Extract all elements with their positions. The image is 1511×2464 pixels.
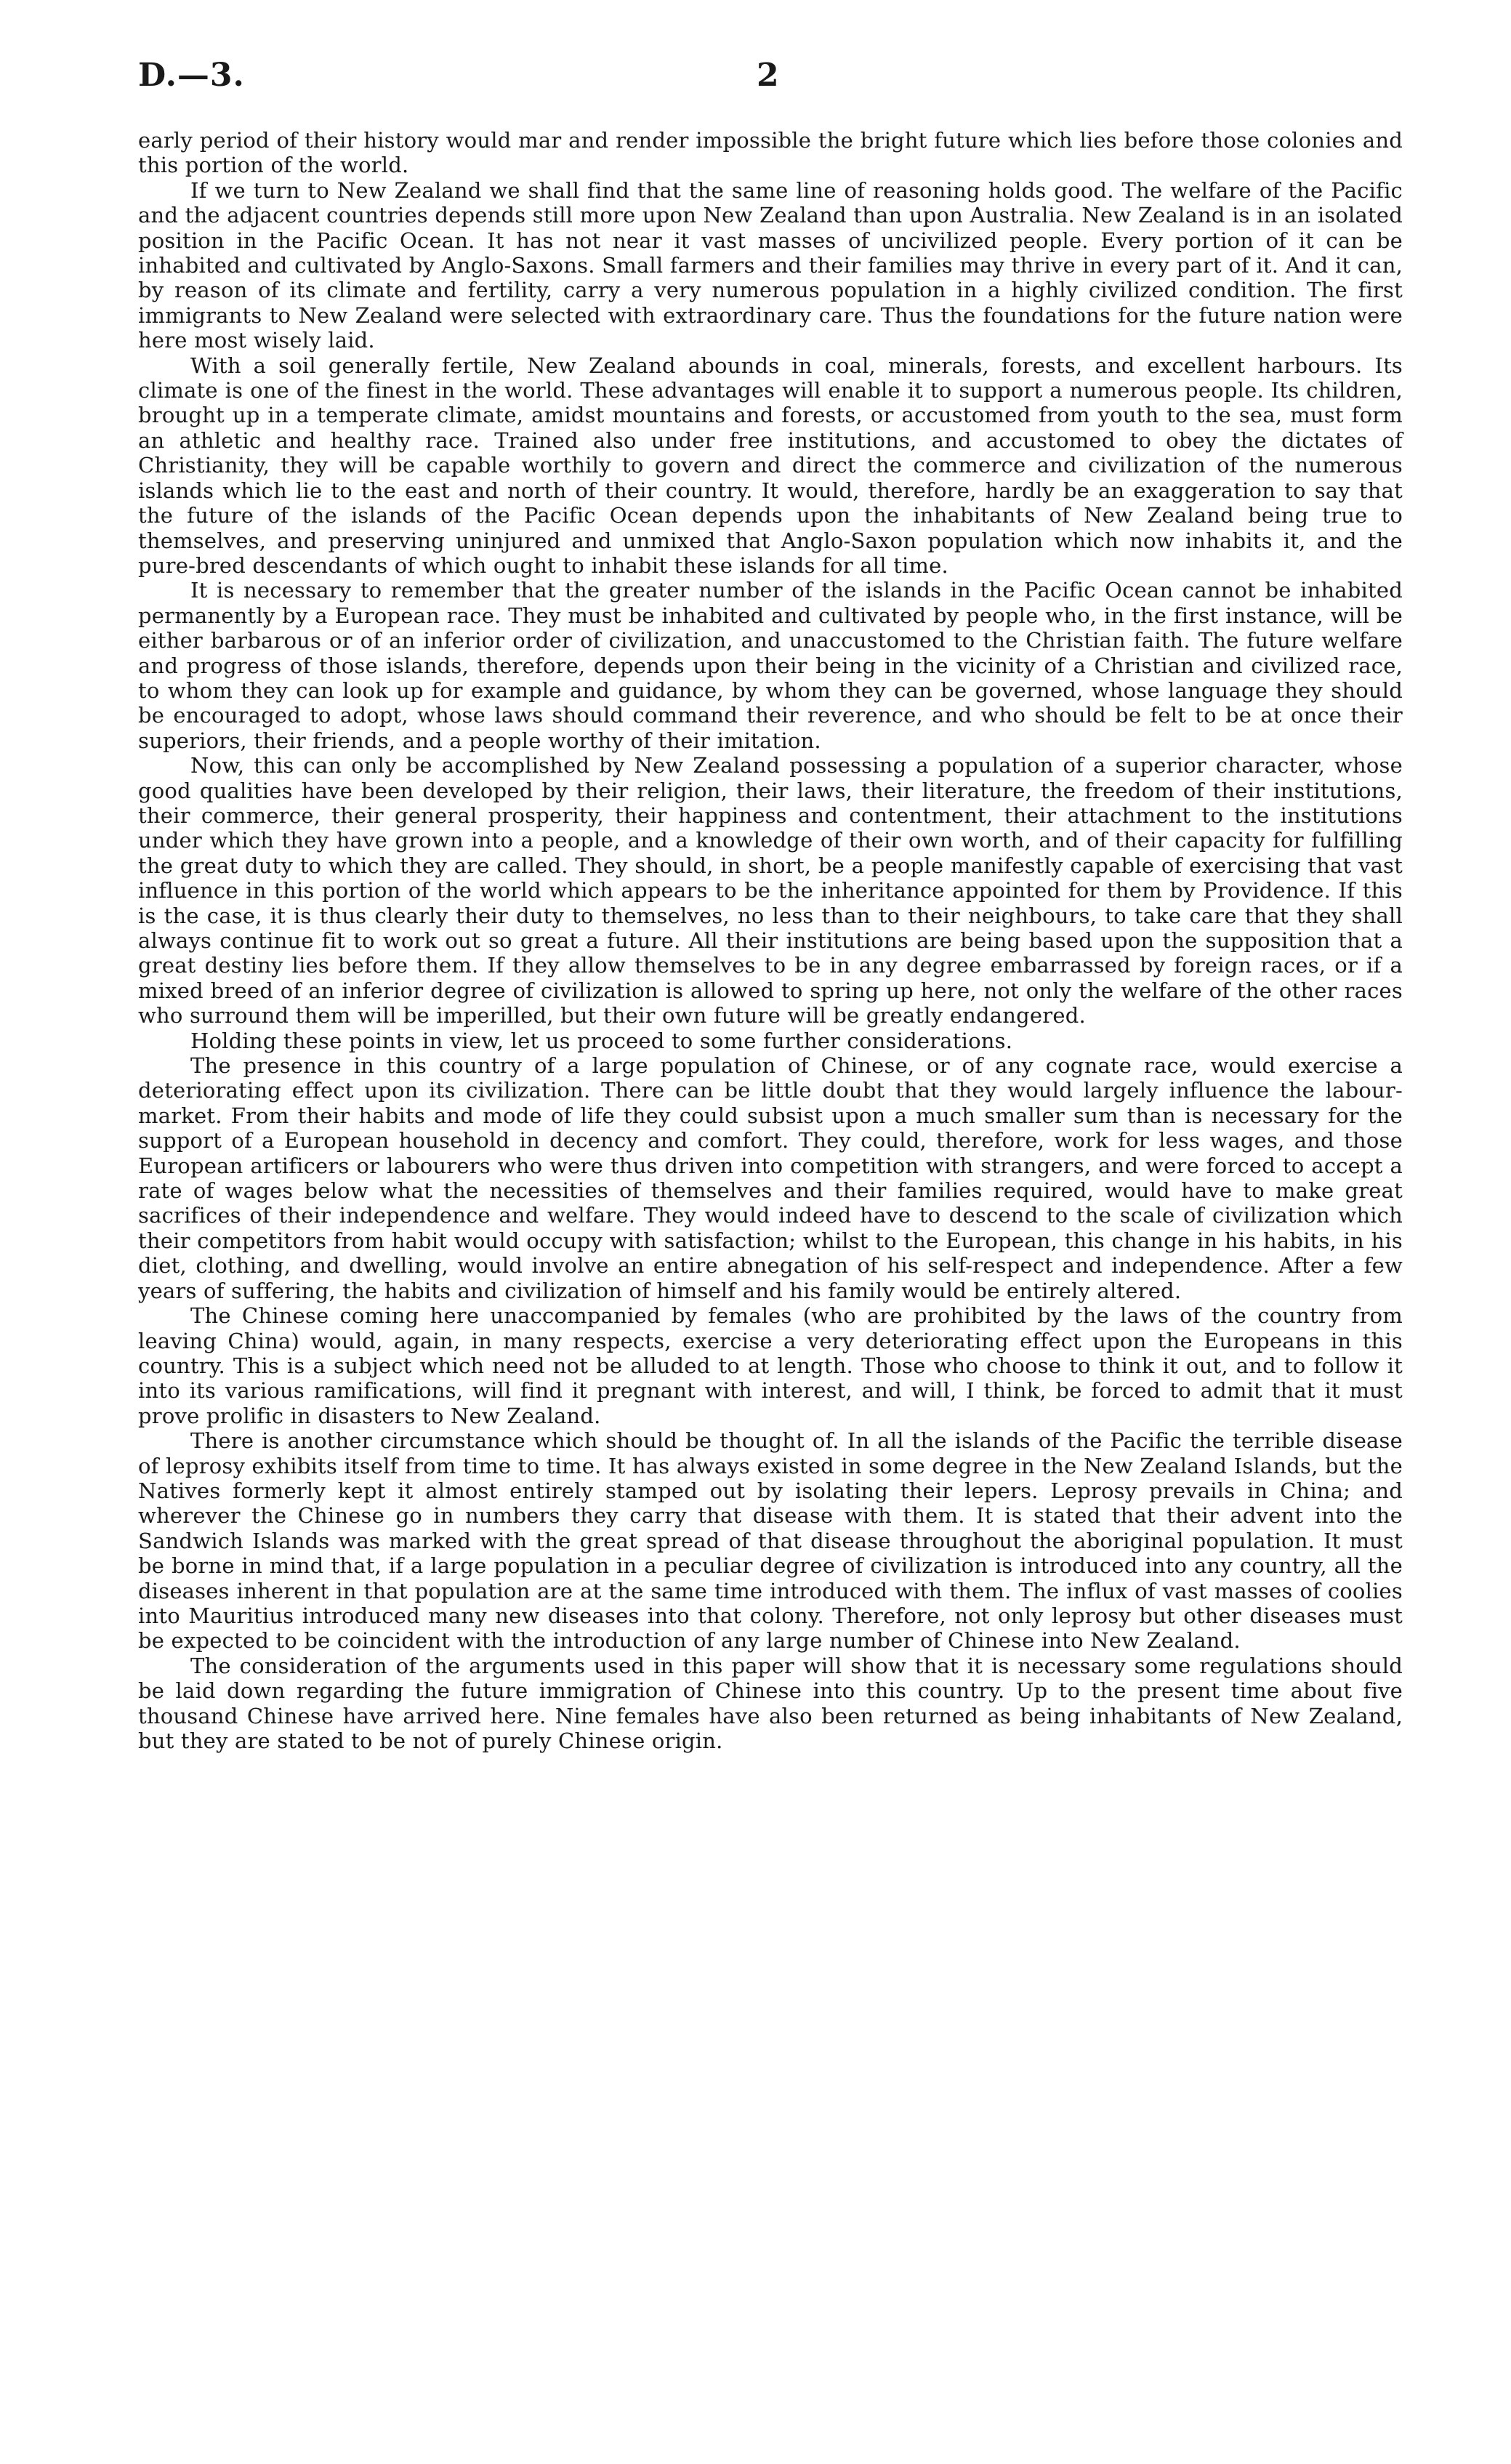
document-reference: D.—3. — [138, 57, 245, 94]
paragraph-continued: early period of their history would mar and render impossible the bright future which lies before those colonies and this portion of the world. — [138, 128, 1403, 178]
paragraph-unaccompanied-females: The Chinese coming here unaccompanied by females (who are prohibited by the laws of the country from leaving China) would, again, in many respects, exercise a very deteriorating effect upon the Europeans in this country. This is a subject which need not be alluded to at length. Those who choose to think it out, and to follow it into its various ramifications, will find it pregnant with interest, and will, I think, be forced to admit that it must prove prolific in disasters to New Zealand. — [138, 1303, 1403, 1428]
paragraph-pacific-islands: It is necessary to remember that the greater number of the islands in the Pacific Ocean cannot be inhabited permanently by a European race. They must be inhabited and cultivated by people who, in the first instance, will be either barbarous or of an inferior order of civilization, and unaccustomed to the Christian faith. The future welfare and progress of those islands, therefore, depends upon their being in the vicinity of a Christian and civilized race, to whom they can look up for example and guidance, by whom they can be governed, whose language they should be encouraged to adopt, whose laws should command their reverence, and who should be felt to be at once their superiors, their friends, and a people worthy of their imitation. — [138, 578, 1403, 753]
page-number: 2 — [757, 57, 779, 94]
body-text — [138, 128, 1403, 1753]
paragraph-holding-points: Holding these points in view, let us proceed to some further considerations. — [190, 1028, 1013, 1053]
paragraph-regulations: The consideration of the arguments used in this paper will show that it is necessary some regulations should be laid down regarding the future immigration of Chinese into this country. Up to the present time about five thousand Chinese have arrived here. Nine females have also been returned as being inhabitants of New Zealand, but they are stated to be not of purely Chinese origin. — [138, 1653, 1403, 1753]
paragraph-labour-market: The presence in this country of a large population of Chinese, or of any cognate race, would exercise a deteriorating effect upon its civilization. There can be little doubt that they would largely influence the labour-market. From their habits and mode of life they could subsist upon a much smaller sum than is necessary for the support of a European household in decency and comfort. They could, therefore, work for less wages, and those European artificers or labourers who were thus driven into competition with strangers, and were forced to accept a rate of wages below what the necessities of themselves and their families required, would have to make great sacrifices of their independence and welfare. They would indeed have to descend to the scale of civilization which their competitors from habit would occupy with satisfaction; whilst to the European, this change in his habits, in his diet, clothing, and dwelling, would involve an entire abnegation of his self-respect and independence. After a few years of suffering, the habits and civilization of himself and his family would be entirely altered. — [138, 1053, 1403, 1303]
paragraph-soil-and-climate: With a soil generally fertile, New Zealand abounds in coal, minerals, forests, and excellent harbours. Its climate is one of the finest in the world. These advantages will enable it to support a numerous people. Its children, brought up in a temperate climate, amidst mountains and forests, or accustomed from youth to the sea, must form an athletic and healthy race. Trained also under free institutions, and accustomed to obey the dictates of Christianity, they will be capable worthily to govern and direct the commerce and civilization of the numerous islands which lie to the east and north of their country. It would, therefore, hardly be an exaggeration to say that the future of the islands of the Pacific Ocean depends upon the inhabitants of New Zealand being true to themselves, and preserving uninjured and unmixed that Anglo-Saxon population which now inhabits it, and the pure-bred descendants of which ought to inhabit these islands for all time. — [138, 353, 1403, 578]
paragraph-leprosy: There is another circumstance which should be thought of. In all the islands of the Pacific the terrible disease of leprosy exhibits itself from time to time. It has always existed in some degree in the New Zealand Islands, but the Natives formerly kept it almost entirely stamped out by isolating their lepers. Leprosy prevails in China; and wherever the Chinese go in numbers they carry that disease with them. It is stated that their advent into the Sandwich Islands was marked with the great spread of that disease throughout the aboriginal population. It must be borne in mind that, if a large population in a peculiar degree of civilization is introduced into any country, all the diseases inherent in that population are at the same time introduced with them. The influx of vast masses of coolies into Mauritius introduced many new diseases into that colony. Therefore, not only leprosy but other diseases must be expected to be coincident with the introduction of any large number of Chinese into New Zealand. — [138, 1428, 1403, 1654]
page-header — [138, 57, 1403, 100]
paragraph-new-zealand-reasoning: If we turn to New Zealand we shall find that the same line of reasoning holds good. The welfare of the Pacific and the adjacent countries depends still more upon New Zealand than upon Australia. New Zealand is in an isolated position in the Pacific Ocean. It has not near it vast masses of uncivilized people. Every portion of it can be inhabited and cultivated by Anglo-Saxons. Small farmers and their families may thrive in every part of it. And it can, by reason of its climate and fertility, carry a very numerous population in a highly civilized condition. The first immigrants to New Zealand were selected with extraordinary care. Thus the foundations for the future nation were here most wisely laid. — [138, 177, 1403, 353]
paragraph-superior-character: Now, this can only be accomplished by New Zealand possessing a population of a superior character, whose good qualities have been developed by their religion, their laws, their literature, the freedom of their institutions, their commerce, their general prosperity, their happiness and contentment, their attachment to the institutions under which they have grown into a people, and a knowledge of their own worth, and of their capacity for fulfilling the great duty to which they are called. They should, in short, be a people manifestly capable of exercising that vast influence in this portion of the world which appears to be the inheritance appointed for them by Providence. If this is the case, it is thus clearly their duty to themselves, no less than to their neighbours, to take care that they shall always continue fit to work out so great a future. All their institutions are being based upon the supposition that a great destiny lies before them. If they allow themselves to be in any degree embarrassed by foreign races, or if a mixed breed of an inferior degree of civilization is allowed to spring up here, not only the welfare of the other races who surround them will be imperilled, but their own future will be greatly endangered. — [138, 753, 1403, 1028]
